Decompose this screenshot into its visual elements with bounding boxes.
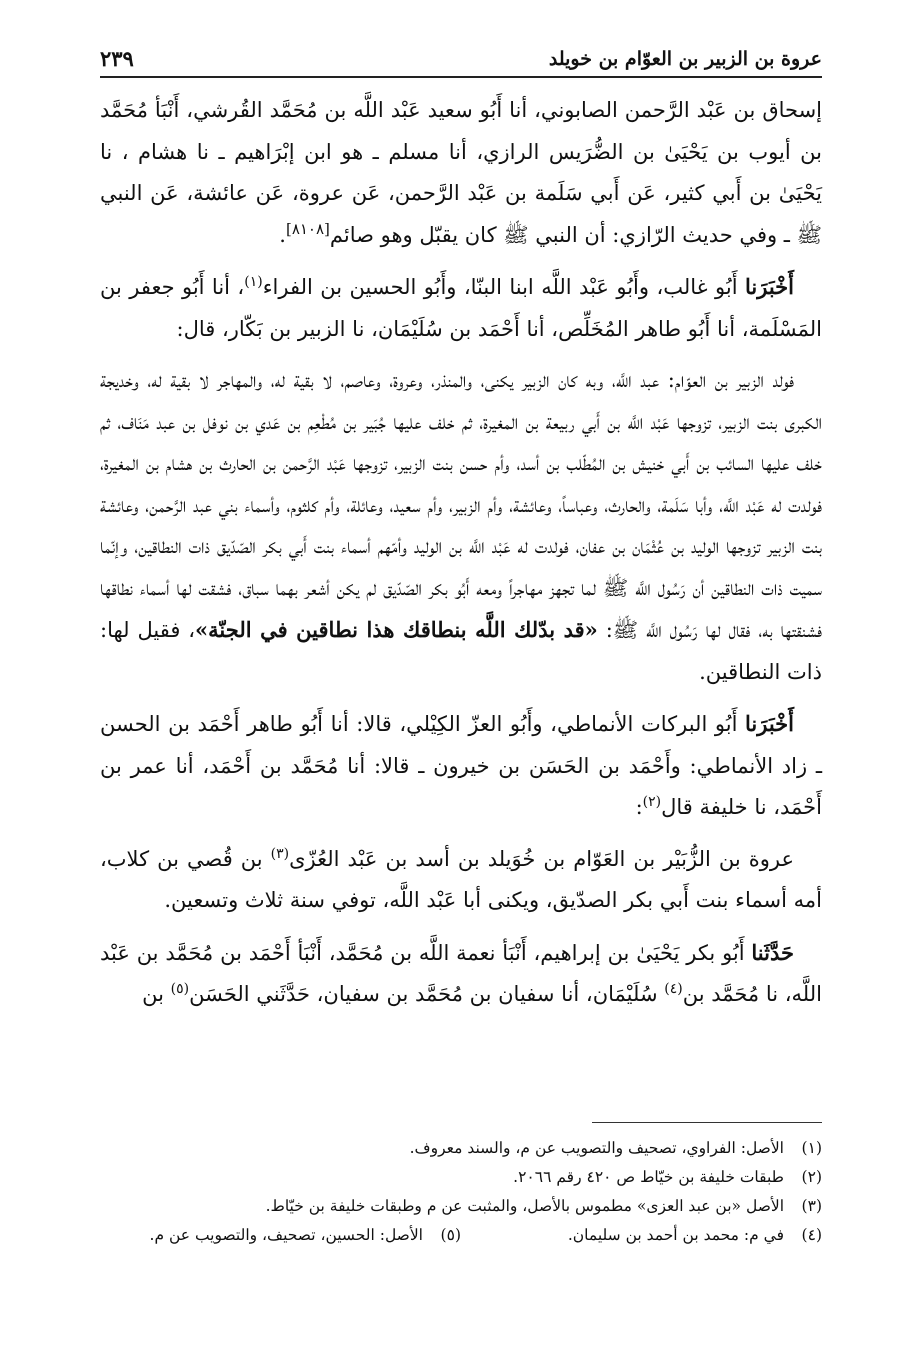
footnote-text: في م: محمد بن أحمد بن سليمان. [567,1226,784,1244]
narration-keyword: حَدَّثَنا [751,939,794,965]
running-title: عروة بن الزبير بن العوّام بن خويلد [548,48,822,70]
paragraph-text: بن [142,982,171,1006]
footnote-row [100,1221,822,1250]
page-number: ٢٣٩ [100,46,134,71]
paragraph-5 [100,839,822,922]
footnote-number: (٤) [801,1226,822,1244]
footnote-number: (٥) [440,1226,461,1244]
footnote-text: الأصل «بن عبد العزى» مطموس بالأصل، والمثبت عن م وطبقات خليفة بن خيّاط. [265,1197,784,1215]
footnote-5 [100,1221,461,1250]
paragraph-2 [100,266,822,350]
paragraph-text: أَبُو غالب، وأَبُو عَبْد اللَّه ابنا البنّا، وأَبُو الحسين بن الفراء [262,275,738,299]
footnote-separator [592,1122,822,1123]
footnote-number: (٢) [801,1168,822,1186]
narration-keyword: أَخْبَرَنا [745,711,794,736]
footnote-text: الأصل: الفراوي، تصحيف والتصويب عن م، والسند معروف. [409,1139,784,1157]
footnote-4 [461,1221,822,1250]
paragraph-6 [100,932,822,1016]
footnote-ref-5[interactable]: (٥) [170,981,190,997]
paragraph-4 [100,703,822,829]
footnote-1 [100,1134,822,1163]
footnote-text: الأصل: الحسين، تصحيف، والتصويب عن م. [149,1226,423,1244]
footnote-ref-2[interactable]: (٢) [642,794,662,810]
paragraph-3 [100,360,822,693]
hadith-number: [٨١٠٨] [285,219,330,238]
paragraph-text: عروة بن الزُّبَيْر بن العَوّام بن خُوَيلد بن أسد بن عَبْد العُزّى [289,846,794,871]
paragraph-text: ، فقيل لها: ذات النطاقين. [100,618,822,684]
footnote-3 [100,1192,822,1221]
paragraph-text: بن قُصي بن كلاب، أمه أسماء بنت أَبي بكر الصدّيق، ويكنى أبا عَبْد اللَّه، توفي سنة ثلاث وتسعين. [100,846,822,912]
narration-keyword: أَخْبَرَنا [745,274,794,299]
paragraph-text: ، أنا أَبُو جعفر بن المَسْلَمة، أنا أَبُو طاهر المُخَلِّص، أنا أَحْمَد بن سُلَيْمَان، نا الزبير بن بَكّار، قال: [100,275,822,341]
footnote-text: طبقات خليفة بن خيّاط ص ٤٢٠ رقم ٢٠٦٦. [513,1168,784,1186]
footnote-ref-4[interactable]: (٤) [664,981,683,997]
page-header [100,42,822,78]
footnote-number: (١) [801,1139,822,1157]
paragraph-text: أَبُو البركات الأنماطي، وأَبُو العزّ الكِيْلي، قالا: أنا أَبُو طاهر أَحْمَد بن الحسن ـ زاد الأنماطي: وأَحْمَد بن الحَسَن بن خيرون ـ قالا: أنا مُحَمَّد بن أَحْمَد، أنا عمر بن أَحْمَد، نا خليفة قال [100,712,822,819]
paragraph-text: فولد الزبير بن العوّام: عبد اللَّه، وبه كان الزبير يكنى، والمنذر، وعروة، وعاصم، لا بقية له، والمهاجر لا بقية له، وخديجة الكبرى بنت الزبير، تزوجها عَبْد اللَّه بن أَبي ربيعة بن المغيرة، ثم خلف عليها جُبَير بن مُطْعِم بن عَدي بن نوفل بن عبد مَنَاف، ثم خلف عليها السائب بن أَبي خنيش بن المُطّلب بن أسد، وأم حسن بنت الزبير، تزوجها عَبْد الرَّحمن بن الحارث بن هشام بن المغيرة، فولدت له عَبْد اللَّه، وأبا سَلَمة، والحارث، وعباساً، وعائشة، وأم الزبير، وأم سعيد، وعائلة، وأم كلثوم، وأسماء بني عبد الرَّحمن، وعائشة بنت الزبير تزوجها الوليد بن عُثْمَان بن عفان، فولدت له عَبْد اللَّه بن الوليد وأمّهم أسماء بنت أَبي بكر الصّدّيق ذات النطاقين، وإنّما سميت ذات النطاقين أن رَسُول اللَّه ﷺ لما تجهز مهاجراً ومعه أَبُو بكر الصّدّيق لم يكن أشعر بهما سباق، فشقت لها أسماء نطاقها فشنقتها به، فقال لها رَسُول اللَّه ﷺ: [100,368,822,642]
footnote-2 [100,1163,822,1192]
footnote-ref-1[interactable]: (١) [244,274,263,290]
main-text [100,90,822,1026]
hadith-quote: «قد بدّلك اللَّه بنطاقك هذا نطاقين في الجنّة» [195,617,598,642]
paragraph-1 [100,90,822,256]
footnote-number: (٣) [801,1197,822,1215]
footnote-ref-3[interactable]: (٣) [270,845,290,862]
paragraph-text: أَبُو بكر يَحْيَىٰ بن إبراهيم، أَنْبَأ نعمة اللَّه بن مُحَمَّد، أَنْبَأ أَحْمَد بن مُحَمَّد بن عَبْد اللَّه، نا مُحَمَّد بن [100,940,822,1006]
paragraph-text: إسحاق بن عَبْد الرَّحمن الصابوني، أنا أَبُو سعيد عَبْد اللَّه بن مُحَمَّد القُرشي، أَنْبَأ مُحَمَّد بن أيوب بن يَحْيَىٰ بن الضُّرَيس الرازي، أنا مسلم ـ هو ابن إبْرَاهيم ـ نا هشام ، نا يَحْيَىٰ بن أَبي كثير، عَن أَبي سَلَمة بن عَبْد الرَّحمن، عَن عروة، عَن عائشة، عَن النبي ﷺ ـ وفي حديث الرّازي: أن النبي ﷺ كان يقبّل وهو صائم [100,98,822,247]
paragraph-text: سُلَيْمَان، أنا سفيان بن مُحَمَّد بن سفيان، حَدَّثَني الحَسَن [189,982,665,1006]
paragraph-text: : [635,795,643,819]
footnotes [100,1134,822,1250]
paragraph-text: . [279,222,286,247]
